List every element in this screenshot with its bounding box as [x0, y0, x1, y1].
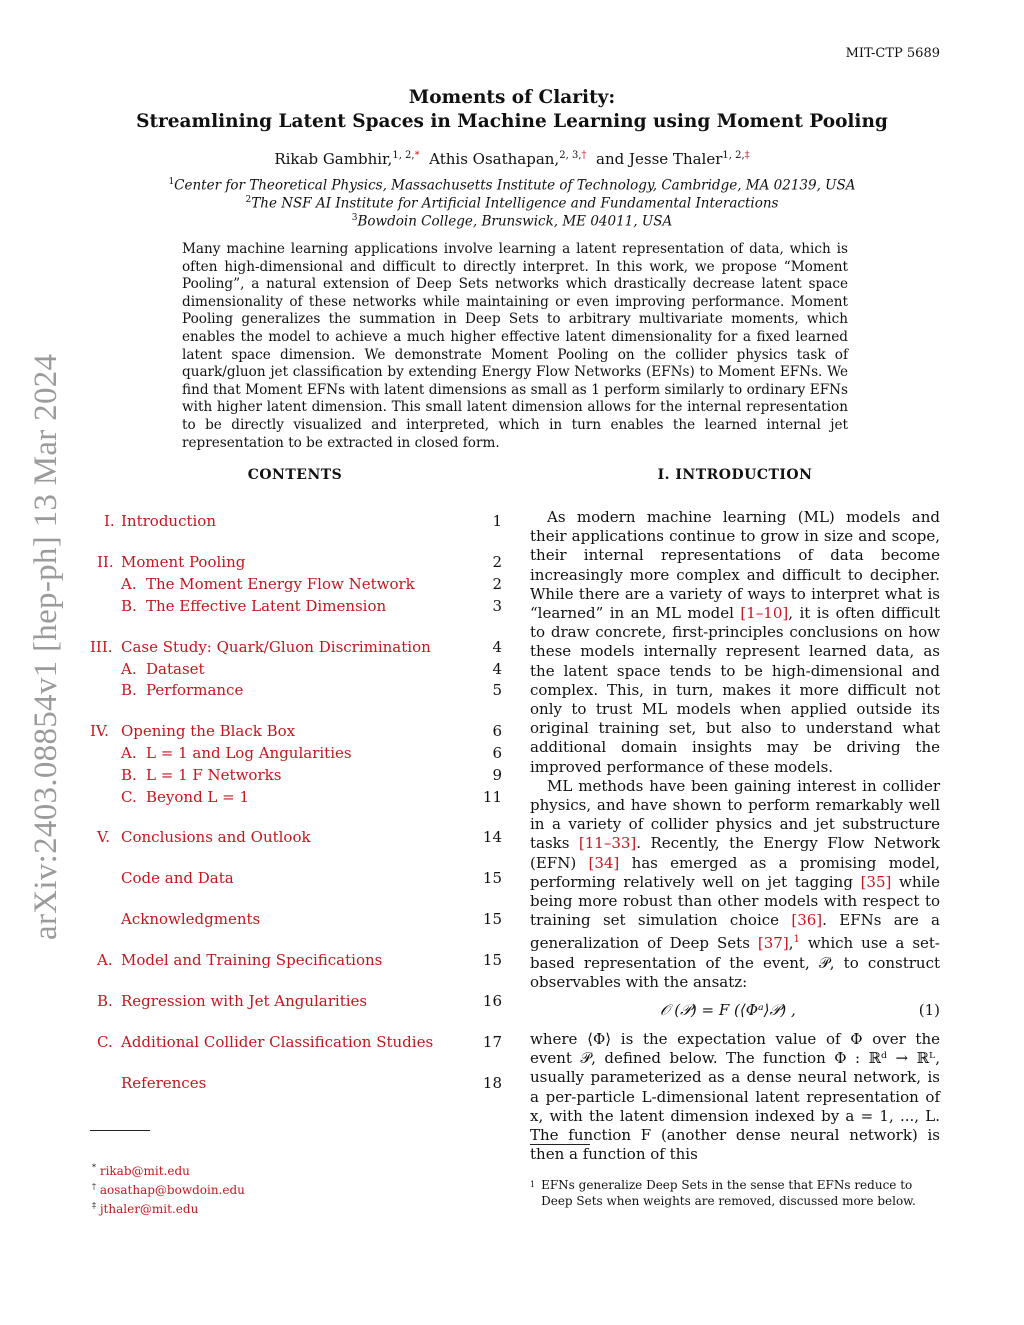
equation-1: [530, 992, 940, 1030]
footnote-1: [530, 1177, 940, 1209]
contents-heading: CONTENTS: [247, 467, 343, 483]
affiliation-3: $^3$Bowdoin College, Brunswick, ME 04011, USA: [351, 213, 673, 230]
introduction-heading: I. INTRODUCTION: [657, 467, 813, 483]
citation-link[interactable]: [1–10]: [740, 604, 789, 623]
author-affiliation-mark: 2, 3,: [559, 150, 582, 161]
introduction-body: [530, 508, 940, 1165]
email-link[interactable]: aosathap@bowdoin.edu: [99, 1183, 245, 1197]
author-affiliation-mark: 1, 2,: [392, 150, 415, 161]
toc-entry[interactable]: I. Introduction 1: [104, 512, 502, 530]
toc-entry[interactable]: References 18: [121, 1074, 502, 1092]
author-name: and Jesse Thaler: [596, 150, 723, 168]
email-footnote: ‡ jthaler@mit.edu: [92, 1201, 199, 1216]
author-email-mark[interactable]: ‡: [744, 150, 750, 161]
title-line-2: Streamlining Latent Spaces in Machine Learning using Moment Pooling: [136, 111, 888, 132]
intro-paragraph-1: As modern machine learning (ML) models and their applications continue to grow in size and scope, their internal representations of data become increasingly more complex and difficult to decipher. While there are a variety of ways to interpret what is “learned” in an ML model [1–10], it is often difficult to draw concrete, first-principles conclusions on how these models internally represent learned data, as the latent space tends to be high-dimensional and complex. This, in turn, makes it more difficult not only to trust ML models when applied outside its original training set, but also to understand what additional domain insights may be driving the improved performance of these models.: [530, 508, 940, 776]
citation-link[interactable]: [34]: [588, 853, 620, 872]
citation-link[interactable]: [11–33]: [578, 834, 637, 853]
footnote-divider-right: [530, 1144, 590, 1145]
citation-link[interactable]: [36]: [791, 911, 823, 930]
citation-link[interactable]: [37]: [757, 934, 789, 953]
arxiv-identifier[interactable]: arXiv:2403.08854v1 [hep-ph] 13 Mar 2024: [28, 353, 64, 940]
author-name: Athis Osathapan,: [429, 150, 560, 168]
toc-entry[interactable]: A. Model and Training Specifications 15: [97, 951, 502, 969]
affiliation-2: $^2$The NSF AI Institute for Artificial Intelligence and Fundamental Interactions: [245, 195, 779, 212]
toc-entry[interactable]: B. Performance 5: [121, 681, 502, 699]
report-number: MIT-CTP 5689: [845, 46, 940, 61]
toc-entry[interactable]: B. L = 1 F Networks 9: [121, 766, 502, 784]
toc-entry[interactable]: IV. Opening the Black Box 6: [90, 722, 502, 740]
email-link[interactable]: rikab@mit.edu: [99, 1164, 190, 1178]
toc-entry[interactable]: C. Beyond L = 1 11: [121, 788, 502, 806]
abstract: Many machine learning applications involve learning a latent representation of data, which is often high-dimensional and difficult to directly interpret. In this work, we propose “Moment Pooling”, a natural extension of Deep Sets networks which drastically decrease latent space dimensionality of these networks while maintaining or even improving performance. Moment Pooling generalizes the summation in Deep Sets to arbitrary multivariate moments, which enables the model to achieve a much higher effective latent dimensionality for a fixed learned latent space dimension. We demonstrate Moment Pooling on the collider physics task of quark/gluon jet classification by extending Energy Flow Networks (EFNs) to Moment EFNs. We find that Moment EFNs with latent dimensions as small as 1 perform similarly to ordinary EFNs with higher latent dimension. This small latent dimension allows for the internal representation to be directly visualized and interpreted, which in turn enables the learned internal jet representation to be extracted in closed form.: [182, 241, 848, 451]
email-footnote: * rikab@mit.edu: [92, 1163, 190, 1178]
toc-entry[interactable]: II. Moment Pooling 2: [97, 553, 502, 571]
footnote-divider-left: [90, 1130, 150, 1131]
email-link[interactable]: jthaler@mit.edu: [99, 1202, 199, 1216]
toc-entry[interactable]: Acknowledgments 15: [121, 910, 502, 928]
toc-entry[interactable]: A. L = 1 and Log Angularities 6: [121, 744, 502, 762]
toc-entry[interactable]: B. The Effective Latent Dimension 3: [121, 597, 502, 615]
toc-entry[interactable]: Code and Data 15: [121, 869, 502, 887]
toc-entry[interactable]: A. Dataset 4: [121, 660, 502, 678]
email-footnote: † aosathap@bowdoin.edu: [92, 1182, 245, 1197]
author-name: Rikab Gambhir,: [274, 150, 393, 168]
footnote-link[interactable]: 1: [793, 934, 800, 946]
author-list: [0, 150, 1024, 168]
toc-entry[interactable]: V. Conclusions and Outlook 14: [97, 828, 502, 846]
author-email-mark[interactable]: *: [414, 150, 420, 161]
affiliation-1: $^1$Center for Theoretical Physics, Massachusetts Institute of Technology, Cambridge, MA 02139, USA: [168, 177, 856, 194]
toc-entry[interactable]: C. Additional Collider Classification Studies 17: [97, 1033, 502, 1051]
toc-entry[interactable]: A. The Moment Energy Flow Network 2: [121, 575, 502, 593]
email-footnotes: [92, 1160, 245, 1217]
toc-entry[interactable]: B. Regression with Jet Angularities 16: [97, 992, 502, 1010]
footnote-text: EFNs generalize Deep Sets in the sense that EFNs reduce to Deep Sets when weights are removed, discussed more below.: [541, 1178, 916, 1208]
table-of-contents: [90, 512, 502, 1112]
citation-link[interactable]: [35]: [860, 872, 892, 891]
intro-paragraph-3: where ⟨Φ⟩ is the expectation value of Φ over the event 𝒫, defined below. The function Φ : ℝᵈ → ℝᴸ, usually parameterized as a dense neural network, is a per-particle L-dimensional latent representation of x, with the latent dimension indexed by a = 1, ..., L. The function F (another dense neural network) is then a function of this: [530, 1030, 940, 1164]
title-line-1: Moments of Clarity:: [408, 87, 616, 108]
equation-expression: 𝒪 (𝒫) = F (⟨Φᵃ⟩𝒫) ,: [660, 1001, 796, 1020]
toc-entry[interactable]: III. Case Study: Quark/Gluon Discrimination 4: [90, 638, 502, 656]
intro-paragraph-2: ML methods have been gaining interest in collider physics, and have shown to perform remarkably well in a variety of collider physics and jet substructure tasks [11–33]. Recently, the Energy Flow Network (EFN) [34] has emerged as a promising model, performing relatively well on jet tagging [35] while being more robust than other models with respect to training set simulation choice [36]. EFNs are a generalization of Deep Sets [37],$^1$ which use a set-based representation of the event, 𝒫, to construct observables with the ansatz:: [530, 776, 941, 991]
equation-number: (1): [918, 1001, 940, 1020]
author-email-mark[interactable]: †: [581, 150, 587, 161]
footnote-number: 1: [530, 1180, 536, 1189]
author-affiliation-mark: 1, 2,: [722, 150, 745, 161]
